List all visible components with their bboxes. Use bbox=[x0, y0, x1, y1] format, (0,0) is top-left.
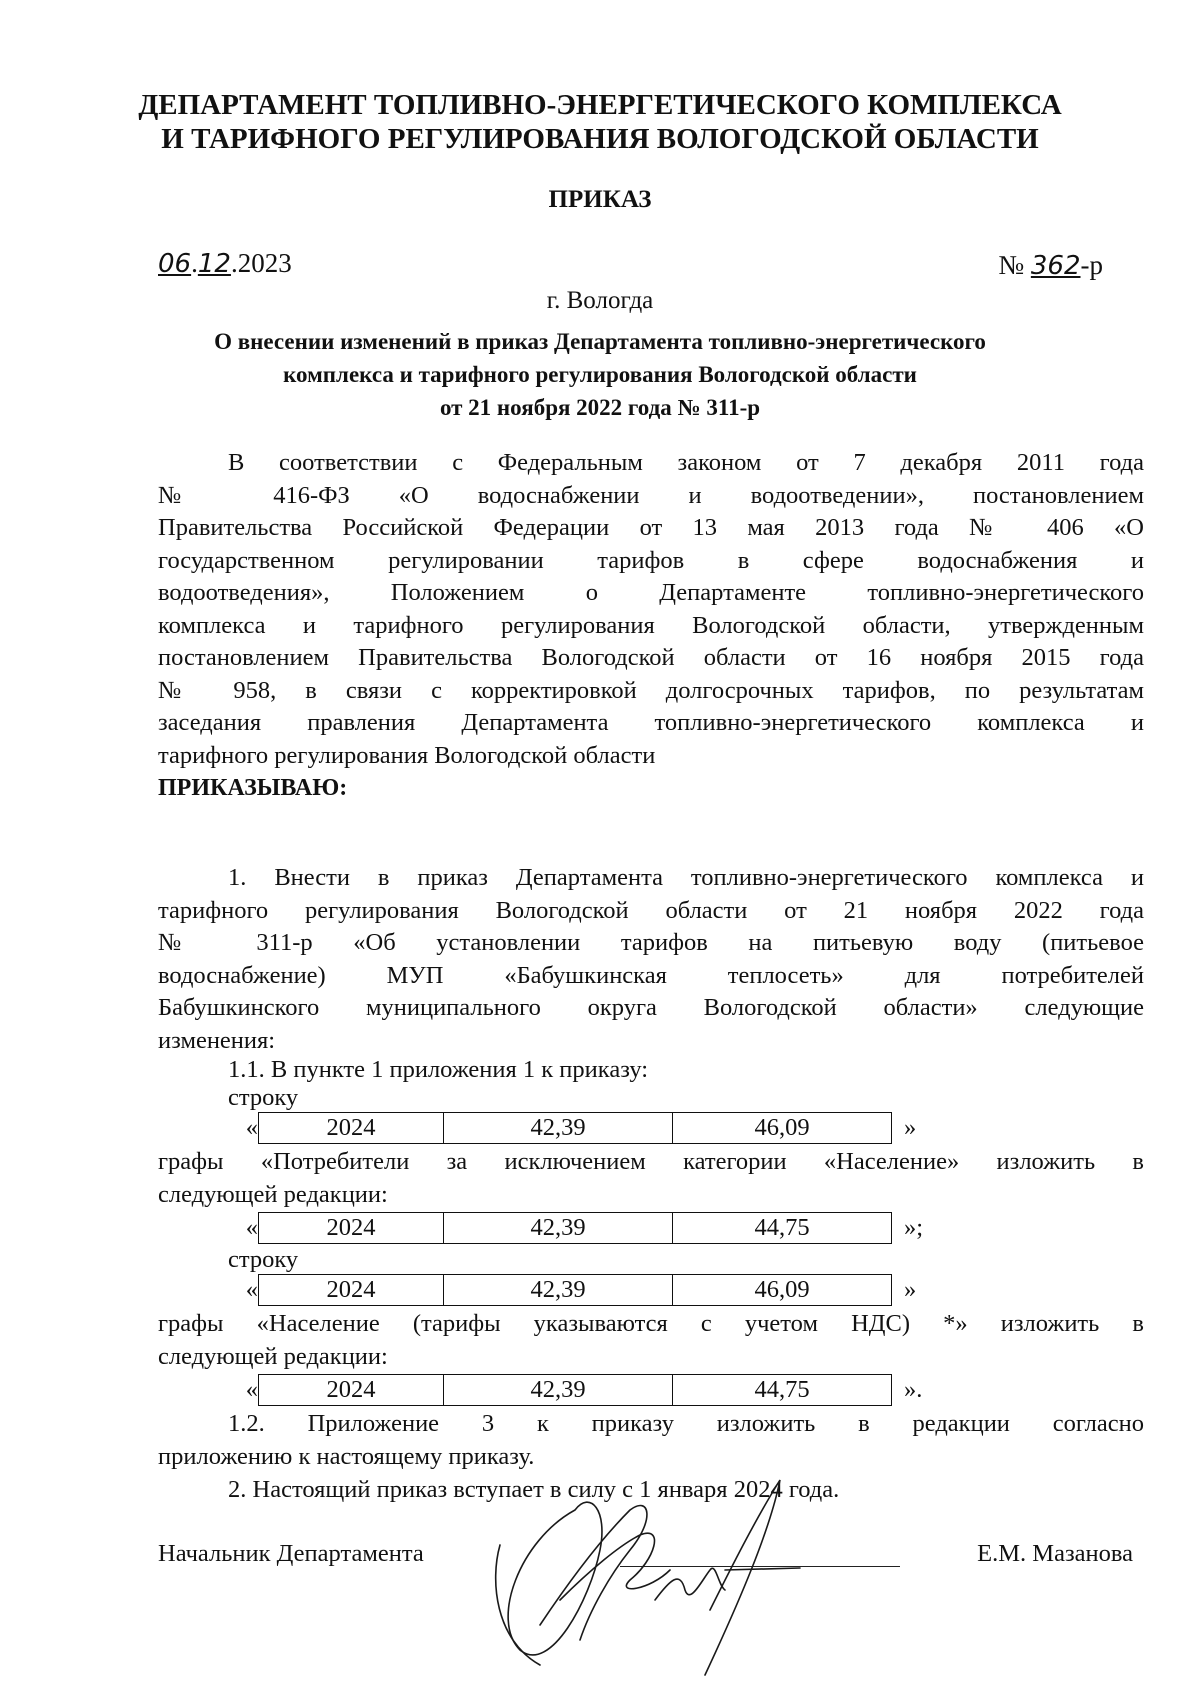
signatory-position: Начальник Департамента bbox=[158, 1540, 424, 1567]
date-day: 06 bbox=[158, 249, 192, 279]
cell-year: 2024 bbox=[259, 1275, 444, 1305]
document-date: 06.12.2023 bbox=[158, 248, 292, 279]
order-word: ПРИКАЗЫВАЮ: bbox=[158, 775, 348, 801]
tariff-row-4: « 2024 42,39 44,75 ». bbox=[232, 1374, 922, 1406]
cell-value-1: 42,39 bbox=[444, 1113, 673, 1143]
tariff-table bbox=[258, 1112, 892, 1144]
grafa-1: графы «Потребители за исключением категории «Население» изложить в следующей редакции: bbox=[158, 1148, 1144, 1208]
handwritten-signature bbox=[480, 1450, 840, 1680]
cell-value-2: 46,09 bbox=[754, 1276, 810, 1303]
cell-year: 2024 bbox=[259, 1375, 444, 1405]
tariff-table bbox=[258, 1374, 892, 1406]
department-title-line2: И ТАРИФНОГО РЕГУЛИРОВАНИЯ ВОЛОГОДСКОЙ ОБЛАСТИ bbox=[161, 123, 1039, 155]
signatory-name: Е.М. Мазанова bbox=[977, 1540, 1133, 1567]
tariff-row-2: « 2024 42,39 44,75 »; bbox=[232, 1212, 923, 1244]
tariff-row-1: « 2024 42,39 46,09 » bbox=[232, 1112, 916, 1144]
cell-value-1: 42,39 bbox=[444, 1275, 673, 1305]
cell-value-2: 44,75 bbox=[754, 1214, 810, 1241]
date-month: 12 bbox=[197, 249, 231, 279]
department-title-line1: ДЕПАРТАМЕНТ ТОПЛИВНО-ЭНЕРГЕТИЧЕСКОГО КОМПЛЕКСА bbox=[138, 89, 1062, 121]
cell-year: 2024 bbox=[259, 1113, 444, 1143]
tariff-table bbox=[258, 1212, 892, 1244]
item-1: 1. Внести в приказ Департамента топливно-энергетического комплекса и тарифного регулирования Вологодской области от 21 ноября 2022 года № 311-р «Об установлении тарифов на питьевую воду (питьевое водоснабжение) МУП «Бабушкинская теплосеть» для потребителей Бабушкинского муниципального округа Вологодской области» следующие изменения: bbox=[158, 864, 1144, 1054]
label-stroku-2: строку bbox=[228, 1246, 299, 1273]
document-number: № 362-р bbox=[998, 250, 1103, 281]
tariff-table bbox=[258, 1274, 892, 1306]
label-stroku-1: строку bbox=[228, 1084, 299, 1111]
cell-value-2: 46,09 bbox=[754, 1114, 810, 1141]
number-value: 362 bbox=[1030, 251, 1081, 281]
cell-value-2: 44,75 bbox=[754, 1376, 810, 1403]
item-1-1: 1.1. В пункте 1 приложения 1 к приказу: bbox=[228, 1056, 649, 1083]
subject-line3: от 21 ноября 2022 года № 311-р bbox=[439, 395, 761, 420]
item-2: 2. Настоящий приказ вступает в силу с 1 января 2024 года. bbox=[228, 1476, 840, 1503]
item-1-2: 1.2. Приложение 3 к приказу изложить в редакции согласно приложению к настоящему приказу. bbox=[158, 1410, 1144, 1470]
preamble: В соответствии с Федеральным законом от 7 декабря 2011 года № 416-ФЗ «О водоснабжении и водоотведении», постановлением Правительства Российской Федерации от 13 мая 2013 года № 406 «О государственном регулировании тарифов в сфере водоснабжения и водоотведения», Положением о Департаменте топливно-энергетического комплекса и тарифного регулирования Вологодской области, утвержденным постановлением Правительства Вологодской области от 16 ноября 2015 года № 958, в связи с корректировкой долгосрочных тарифов, по результатам заседания правления Департамента топливно-энергетического комплекса и тарифного регулирования Вологодской области bbox=[158, 449, 1144, 769]
cell-value-1: 42,39 bbox=[444, 1213, 673, 1243]
grafa-2: графы «Население (тарифы указываются с учетом НДС) *» изложить в следующей редакции: bbox=[158, 1310, 1144, 1370]
subject-line1: О внесении изменений в приказ Департамента топливно-энергетического bbox=[214, 329, 986, 354]
tariff-row-3: « 2024 42,39 46,09 » bbox=[232, 1274, 916, 1306]
cell-year: 2024 bbox=[259, 1213, 444, 1243]
city: г. Вологда bbox=[546, 287, 654, 314]
subject-line2: комплекса и тарифного регулирования Вологодской области bbox=[283, 362, 917, 387]
date-year: .2023 bbox=[230, 248, 292, 278]
document-type: ПРИКАЗ bbox=[548, 186, 652, 213]
cell-value-1: 42,39 bbox=[444, 1375, 673, 1405]
